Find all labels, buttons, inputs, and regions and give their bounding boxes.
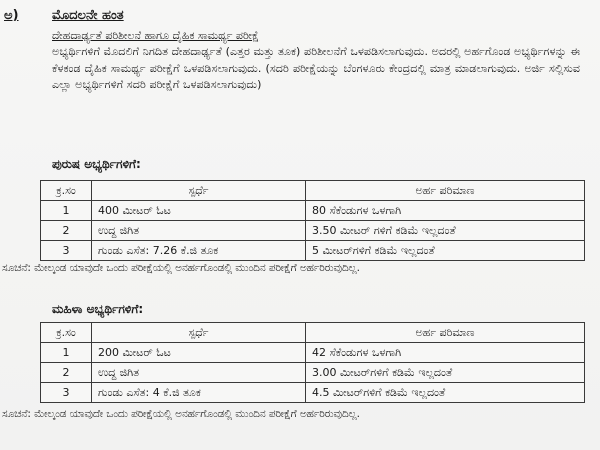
- header-criteria: ಅರ್ಹ ಪರಿಮಾಣ: [306, 323, 585, 343]
- women-events-table: [40, 322, 585, 403]
- row-criteria: 5 ಮೀಟರ್‌ಗಳಿಗೆ ಕಡಿಮೆ ಇಲ್ಲದಂತೆ: [306, 241, 585, 261]
- header-serial: ಕ್ರ.ಸಂ: [41, 181, 92, 201]
- table-row: [41, 201, 585, 221]
- section-heading: [4, 8, 124, 23]
- row-criteria: 4.5 ಮೀಟರ್‌ಗಳಿಗೆ ಕಡಿಮೆ ಇಲ್ಲದಂತೆ: [306, 383, 585, 403]
- table-row: [41, 241, 585, 261]
- row-serial: 1: [41, 201, 92, 221]
- row-event: ಗುಂಡು ಎಸೆತ: 4 ಕೆ.ಜಿ ತೂಕ: [92, 383, 306, 403]
- row-event: 400 ಮೀಟರ್ ಓಟ: [92, 201, 306, 221]
- header-serial: ಕ್ರ.ಸಂ: [41, 323, 92, 343]
- intro-body: ಅಭ್ಯರ್ಥಿಗಳಿಗೆ ಮೊದಲಿಗೆ ನಿಗದಿತ ದೇಹದಾರ್ಢ್ಯತೆ (ಎತ್ತರ ಮತ್ತು ತೂಕ) ಪರಿಶೀಲನೆಗೆ ಒಳಪಡಿಸಲಾಗುವುದು. ಅದರಲ್ಲಿ ಅರ್ಹಗೊಂಡ ಅಭ್ಯರ್ಥಿಗಳನ್ನು ಈ ಕೆಳಕಂಡ ದೈಹಿಕ ಸಾಮರ್ಥ್ಯ ಪರೀಕ್ಷೆಗೆ ಒಳಪಡಿಸಲಾಗುವುದು. (ಸದರಿ ಪರೀಕ್ಷೆಯನ್ನು ಬೆಂಗಳೂರು ಕೇಂದ್ರದಲ್ಲಿ ಮಾತ್ರ ಮಾಡಲಾಗುವುದು. ಅರ್ಜಿ ಸಲ್ಲಿಸುವ ಎಲ್ಲಾ ಅಭ್ಯರ್ಥಿಗಳಿಗೆ ಸದರಿ ಪರೀಕ್ಷೆಗೆ ಒಳಪಡಿಸಲಾಗುವುದು): [52, 45, 580, 91]
- row-serial: 2: [41, 221, 92, 241]
- header-criteria: ಅರ್ಹ ಪರಿಮಾಣ: [306, 181, 585, 201]
- section-marker: ಅ): [4, 8, 19, 23]
- table-row: [41, 343, 585, 363]
- women-heading: ಮಹಿಳಾ ಅಭ್ಯರ್ಥಿಗಳಿಗೆ:: [52, 302, 144, 316]
- men-note: ಸೂಚನೆ: ಮೇಲ್ಕಂಡ ಯಾವುದೇ ಒಂದು ಪರೀಕ್ಷೆಯಲ್ಲಿ ಅನರ್ಹಗೊಂಡಲ್ಲಿ ಮುಂದಿನ ಪರೀಕ್ಷೆಗೆ ಅರ್ಹರಿರುವುದಿಲ್ಲ.: [2, 262, 360, 274]
- row-serial: 1: [41, 343, 92, 363]
- row-criteria: 80 ಸೆಕೆಂಡುಗಳ ಒಳಗಾಗಿ: [306, 201, 585, 221]
- header-event: ಸ್ಪರ್ಧೆ: [92, 323, 306, 343]
- header-event: ಸ್ಪರ್ಧೆ: [92, 181, 306, 201]
- row-event: ಉದ್ದ ಜಿಗಿತ: [92, 363, 306, 383]
- section-title: ಮೊದಲನೇ ಹಂತ: [52, 8, 124, 23]
- table-row: [41, 363, 585, 383]
- row-event: ಉದ್ದ ಜಿಗಿತ: [92, 221, 306, 241]
- table-row: [41, 221, 585, 241]
- row-event: ಗುಂಡು ಎಸೆತ: 7.26 ಕೆ.ಜಿ ತೂಕ: [92, 241, 306, 261]
- table-row: [41, 383, 585, 403]
- intro-paragraph: [52, 28, 580, 93]
- row-criteria: 3.00 ಮೀಟರ್‌ಗಳಿಗೆ ಕಡಿಮೆ ಇಲ್ಲದಂತೆ: [306, 363, 585, 383]
- women-note: ಸೂಚನೆ: ಮೇಲ್ಕಂಡ ಯಾವುದೇ ಒಂದು ಪರೀಕ್ಷೆಯಲ್ಲಿ ಅನರ್ಹಗೊಂಡಲ್ಲಿ ಮುಂದಿನ ಪರೀಕ್ಷೆಗೆ ಅರ್ಹರಿರುವುದಿಲ್ಲ.: [2, 408, 360, 420]
- intro-title: ದೇಹದಾರ್ಢ್ಯತೆ ಪರಿಶೀಲನೆ ಹಾಗೂ ದೈಹಿಕ ಸಾಮರ್ಥ್ಯ ಪರೀಕ್ಷೆ: [52, 29, 260, 42]
- table-header-row: [41, 323, 585, 343]
- table-header-row: [41, 181, 585, 201]
- row-criteria: 42 ಸೆಕೆಂಡುಗಳ ಒಳಗಾಗಿ: [306, 343, 585, 363]
- row-serial: 3: [41, 241, 92, 261]
- row-event: 200 ಮೀಟರ್ ಓಟ: [92, 343, 306, 363]
- men-heading: ಪುರುಷ ಅಭ್ಯರ್ಥಿಗಳಿಗೆ:: [52, 157, 141, 171]
- men-events-table: [40, 180, 585, 261]
- row-serial: 3: [41, 383, 92, 403]
- row-criteria: 3.50 ಮೀಟರ್ ಗಳಿಗೆ ಕಡಿಮೆ ಇಲ್ಲದಂತೆ: [306, 221, 585, 241]
- row-serial: 2: [41, 363, 92, 383]
